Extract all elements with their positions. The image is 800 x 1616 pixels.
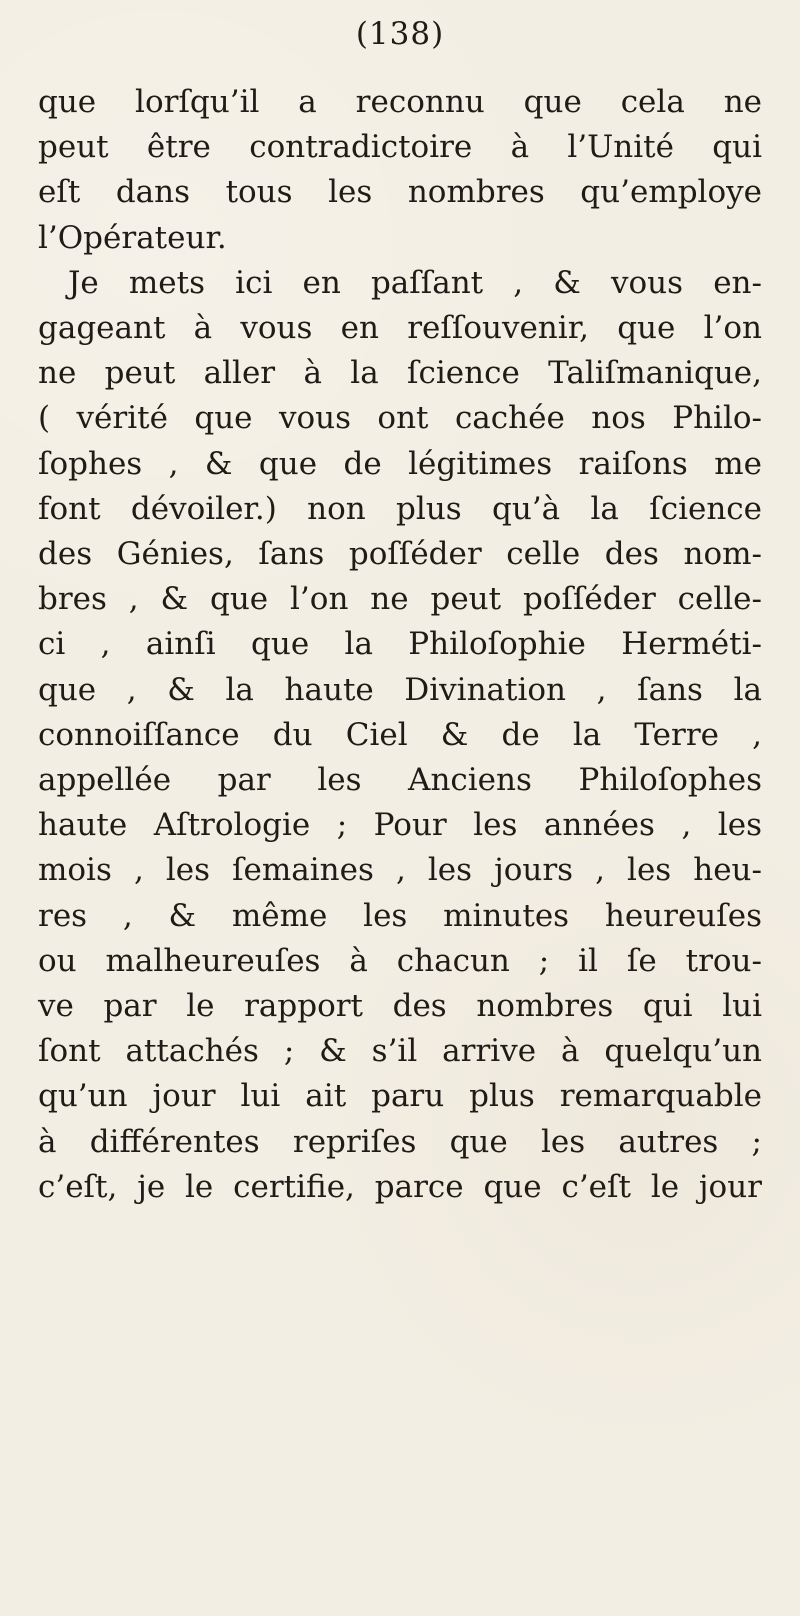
text-line: c’eſt, je le certifie, parce que c’eſt le jour — [38, 1168, 762, 1205]
text-line: ou malheureuſes à chacun ; il ſe trou- — [38, 942, 762, 979]
text-line: eſt dans tous les nombres qu’employe — [38, 174, 762, 211]
text-line: ci , ainſi que la Philoſophie Herméti- — [38, 626, 762, 663]
text-line: à différentes repriſes que les autres ; — [38, 1123, 762, 1160]
text-line: connoiſſance du Ciel & de la Terre , — [38, 716, 762, 753]
page-number: (138) — [355, 16, 445, 52]
text-line: que lorſqu’il a reconnu que cela ne — [38, 84, 762, 120]
text-line: peut être contradictoire à l’Unité qui — [38, 129, 762, 166]
text-line: appellée par les Anciens Philoſophes — [38, 762, 762, 799]
text-line: res , & même les minutes heureuſes — [38, 897, 762, 934]
text-line: haute Aſtrologie ; Pour les années , les — [38, 807, 762, 844]
text-line: ve par le rapport des nombres qui lui — [38, 988, 762, 1025]
text-line: ne peut aller à la ſcience Taliſmanique, — [38, 355, 762, 392]
text-line: que , & la haute Divination , ſans la — [38, 671, 762, 708]
text-line: gageant à vous en reſſouvenir, que l’on — [38, 310, 762, 347]
text-line: font dévoiler.) non plus qu’à la ſcience — [38, 490, 762, 527]
text-line: ( vérité que vous ont cachée nos Philo- — [38, 400, 762, 437]
text-line: Je mets ici en paſſant , & vous en- — [68, 264, 762, 301]
text-line: ſophes , & que de légitimes raiſons me — [38, 445, 762, 482]
main-text — [38, 80, 762, 1210]
text-line: mois , les ſemaines , les jours , les heu- — [38, 852, 762, 889]
text-line: l’Opérateur. — [38, 219, 227, 256]
text-line: bres , & que l’on ne peut poſſéder celle- — [38, 581, 762, 618]
text-line: qu’un jour lui ait paru plus remarquable — [38, 1078, 762, 1115]
text-line: des Génies, ſans poſſéder celle des nom- — [38, 536, 762, 573]
text-line: ſont attachés ; & s’il arrive à quelqu’un — [38, 1033, 762, 1070]
